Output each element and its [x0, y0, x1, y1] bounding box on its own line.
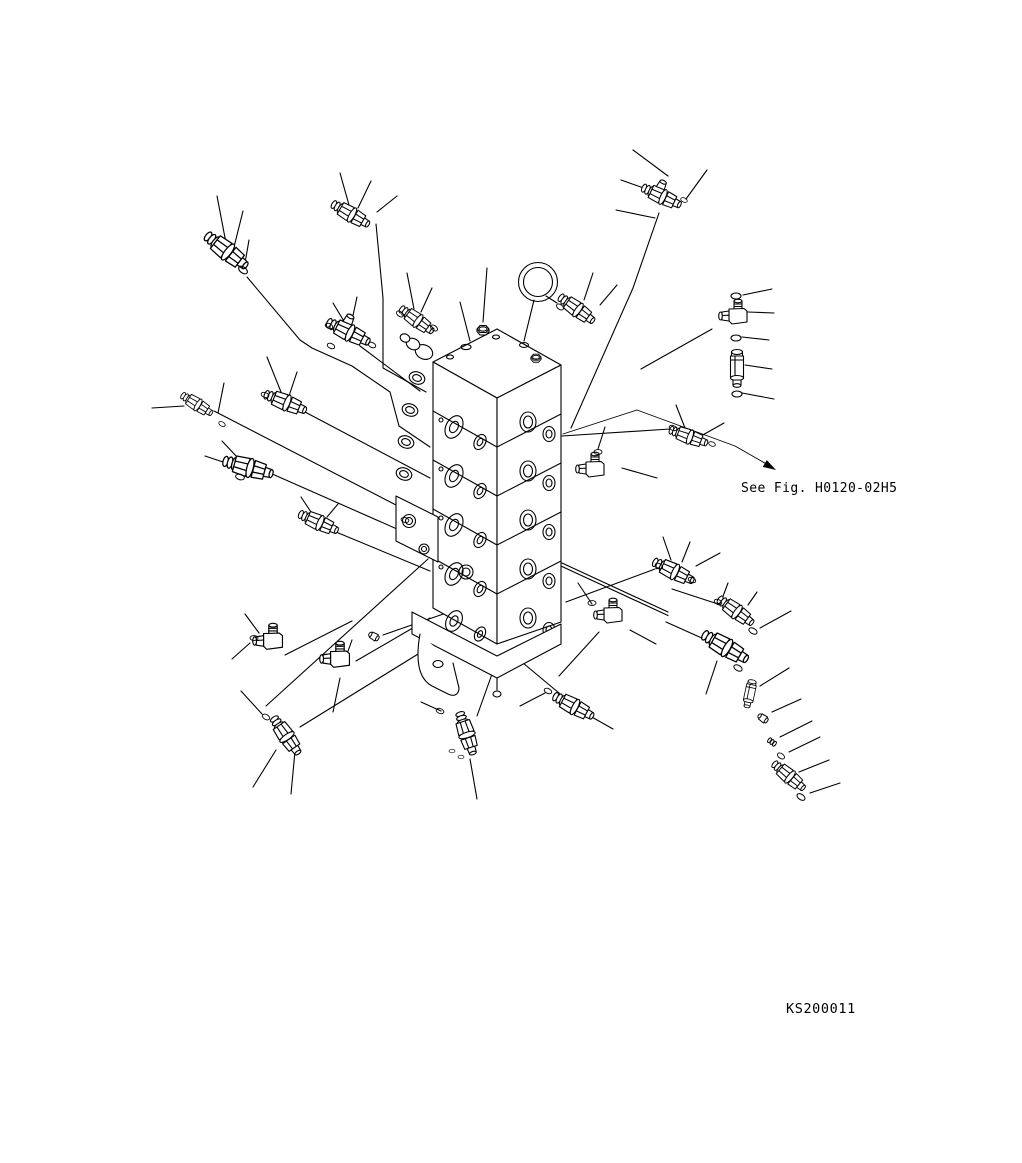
fitting-straight — [667, 422, 710, 450]
drawing-code: KS200011 — [786, 1001, 856, 1017]
valve-cartridge — [731, 350, 744, 388]
top-bolt — [477, 326, 489, 336]
see-fig-reference[interactable]: See Fig. H0120-02H5 — [741, 481, 898, 496]
fitting-straight — [221, 451, 276, 483]
fitting-tee — [639, 173, 687, 212]
spring — [767, 737, 777, 746]
plug — [367, 631, 380, 643]
balloon-number: 1 — [533, 273, 543, 291]
fitting-straight — [714, 592, 758, 630]
back-port-bosses — [394, 332, 435, 482]
fitting-straight — [698, 626, 752, 669]
fitting-elbow — [594, 598, 622, 623]
valve-body — [394, 326, 561, 698]
fitting-straight — [266, 712, 306, 758]
see-fig-arrow — [563, 410, 776, 470]
fitting-elbow — [719, 299, 747, 324]
fitting-straight — [550, 688, 598, 724]
plug — [756, 712, 769, 724]
valve-cartridge — [742, 679, 757, 709]
fitting-straight — [261, 386, 309, 419]
fitting-straight — [650, 554, 698, 589]
fitting-straight — [768, 757, 809, 795]
fitting-elbow — [320, 641, 350, 667]
fitting-straight — [555, 290, 599, 328]
fitting-straight — [296, 506, 341, 538]
fitting-elbow — [576, 452, 604, 477]
fitting-straight — [178, 389, 216, 420]
fitting-straight — [328, 197, 373, 232]
fitting-straight — [396, 302, 438, 338]
callout-balloon-1[interactable] — [519, 263, 558, 302]
